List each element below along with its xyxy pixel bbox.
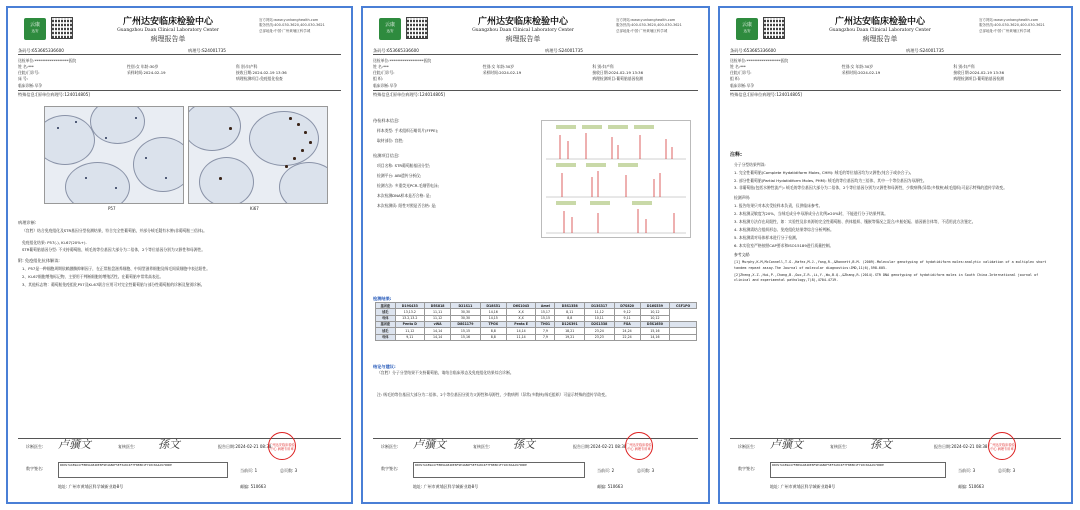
special-info: 特殊信息:[原单位病理号:124014805] <box>18 91 90 97</box>
str-table-cell: D21S11 <box>451 303 481 309</box>
str-table-cell: 7,9 <box>536 328 555 334</box>
str-table-cell: D6S1043 <box>506 303 536 309</box>
document <box>18 14 341 496</box>
str-table-cell: D5S818 <box>425 303 451 309</box>
str-table-cell: D3S1358 <box>555 303 585 309</box>
p57-microscopy-image <box>44 106 184 204</box>
str-table-cell: X,X <box>506 315 536 321</box>
review-doctor-label: 复核医生: <box>118 444 136 449</box>
str-table-cell: D16S539 <box>640 303 670 309</box>
str-table-cell: 11,12 <box>395 328 425 334</box>
str-table-cell: D12S391 <box>555 321 585 327</box>
document: 云康 达安 广州达安临床检验中心 Guangzhou Daan Clinical Laboratory Center 病理报告单 官方网站:www.yunkanghealth.com 服务热线:400-030-3620,400-030-3621 总部地址:中国·广州黄埔区科学城 条码号:653665336600 病理号:S24001735 送检单位:******************医院 姓 名:*** 性别:女 年龄:30岁 科 别:妇产科 住院/门诊号: 采样时间:2024-02-19 接收日期:2024-02-19 13:36 组 织: 病理检测项目:葡萄胎基因检测 临床诊断:早孕 特殊信息:[原单位病理号:124014805] 注释: 分子分型结果判读: 1. 完全性葡萄胎(Complete Hydatidiform Moles, CHM): 绒毛的等位基因均为父源性(纯合子或杂合子)。 2. 部分性葡萄胎(Partial Hydatidiform Moles, PHM): 绒毛的等位基因均为三倍体，其中一个等位基因为母源性。 3. 非葡萄胎(包括水肿性流产): 绒毛的等位基因大部分为二倍体，2个等位基因分别为父源性和母源性，少数病例(异常(多数核)绒毛组织)可显示特殊的遗传学改变。 检测声明: 1. 报告结果只对本次受检样本负责，仅供临床参考。 2. 本检测灵敏度为20%，当绒毛成分中母源成分占比例≥20%时，不能进行分子结果判读。 3. 本检测方法存在局限性，如：实验性及非来源的完全性葡萄胎、供体组织、镶嵌等情况之混合/多胎妊娠、基因嵌合体等，不适用此方法鉴定。 4. 本检测需结合组织形态、免疫组化结果等综合分析判断。 5. 本检测需对母体样本进行分子检测。 6. 本实验室严格按照CAP要求和ISO15189进行质量控制。 参考文献: [1] Murphy,K.M,McConnell,T.G.,Hafez,M.J.,Yang,R.,&Ronnett,B.M. (2009).Molecular genotyping of hydatidiform moles:analytic validation of a multiplex short tandem repeat assay.The Journal of molecular diagnostics:JMD,11(6),598-605. [2]Zheng,X.Z.,Hui,P.,Chang,B.,Guo,Z.R.,Li,Y.,Wu,B.Q.,&Zhang,R.(2014).STR DNA genotyping of hydatidiform moles in South China.International journal of clinical and experimental pathology,7(8),4704-4719. 诊断医生: 卢骥文 复核医生: 孫文 报告日期:2024-02-21 08:38 广州达安临床检验中心 病理专用章 数字签名: RDOS7A1B9A47F8B9A484DE8F9E4AB6F5EF3A8C4F7F8E8D1F710C8A4A979DDE 当前页: 3 总页数: 3 地址: 广州市黄埔区科学城新业路8号 邮编: 510663 <box>730 14 1061 496</box>
str-table-row <box>376 334 697 340</box>
report-page-3 <box>718 6 1073 504</box>
str-table-cell: CSF1PO <box>670 303 697 309</box>
conclusion-text: （宫腔）分子分型结果不支持葡萄胎，请结合临床形态及免疫组化结果综合诊断。 <box>377 370 514 375</box>
str-table-cell: 30,30 <box>451 315 481 321</box>
str-table-cell: 11,12 <box>585 309 615 315</box>
patient-info: 送检单位:******************医院 姓 名:*** 性别:女 年龄:30岁 科 别:妇产科 住院/门诊号: 采样时间:2024-02-19 接收日期:2024-02-19 13:36 组 织: 病理检测项目:葡萄胎基因检测 临床诊断:早孕 <box>730 58 1061 91</box>
report-page-2 <box>361 6 710 504</box>
str-table-cell: TH01 <box>536 321 555 327</box>
lab-name-cn: 广州达安临床检验中心 <box>122 17 213 27</box>
postcode: 邮编: 510663 <box>240 484 266 489</box>
page-number: 当前页: 1 <box>240 468 258 473</box>
str-table-cell: 8,8 <box>555 315 585 321</box>
signature-1: 卢骥文 <box>770 438 803 451</box>
caption-p57: P57 <box>108 206 116 211</box>
report-date-label: 报告日期:2024-02-21 08:38 <box>218 444 272 449</box>
report-title-block: 广州达安临床检验中心 Guangzhou Daan Clinical Laboratory Center 病理报告单 <box>829 17 931 44</box>
report-type: 病理报告单 <box>150 35 186 44</box>
str-table-cell: 11,14 <box>506 334 536 340</box>
str-table-cell: 9,11 <box>395 334 425 340</box>
str-table-cell: 14,16 <box>640 334 670 340</box>
patient-info: 送检单位:******************医院 姓 名:*** 性别:女 年龄:30岁 科 别:妇产科 住院/门诊号: 采样时间:2024-02-19 接收日期:2024-02-19 13:36 床 号: 病理检测项目:免疫组化检查 临床诊断:早孕 <box>18 58 341 91</box>
str-table-cell: 22,24 <box>614 334 640 340</box>
specimen-section: 待检样本信息: 样本类型: 手术组织石蜡切片(FFPE); 取材部位: 宫腔; 检测项目信息: 项目名称: STR葡萄胎基因分型; 检测平台: ABI遗传分析仪; 检测方法: 多重荧光PCR-毛细管电泳; 本次检测DNA样本是否合格: 是; 本次检测质: 阳性对照是否合格: 是; <box>373 118 439 208</box>
report-title-block: 广州达安临床检验中心 Guangzhou Daan Clinical Laboratory Center 病理报告单 <box>472 17 574 44</box>
str-table-cell: 基因座 <box>376 303 396 309</box>
str-table-cell: 24,24 <box>614 328 640 334</box>
str-table-cell: 11,12 <box>425 315 451 321</box>
qr-code-icon <box>52 18 72 38</box>
str-table-cell: 15,17 <box>536 309 555 315</box>
company-logo: 云康 达安 <box>736 18 758 40</box>
str-table-cell: 11,11 <box>425 309 451 315</box>
str-table-cell: 15,16 <box>451 334 481 340</box>
str-table-cell: 19,21 <box>555 334 585 340</box>
qr-code-icon <box>407 18 427 38</box>
official-seal: 广州达安临床检验中心 病理专用章 <box>268 432 296 460</box>
report-header <box>18 14 341 46</box>
str-table-cell: 23,23 <box>585 334 615 340</box>
str-table-cell: vWA <box>425 321 451 327</box>
str-table-cell: 18,21 <box>555 328 585 334</box>
str-table-cell: 30,30 <box>451 309 481 315</box>
official-seal: 广州达安临床检验中心 病理专用章 <box>625 432 653 460</box>
report-page-1 <box>6 6 353 504</box>
str-table-cell: 10,11 <box>585 315 615 321</box>
official-seal: 广州达安临床检验中心 病理专用章 <box>988 432 1016 460</box>
str-table-cell: FGA <box>614 321 640 327</box>
str-table-cell: D19S433 <box>395 303 425 309</box>
signature-2: 孫文 <box>870 438 892 451</box>
str-table-cell: 10,12 <box>640 309 670 315</box>
caption-ki67: Ki67 <box>250 206 259 211</box>
str-table-cell: 13.2,13.2 <box>395 315 425 321</box>
id-row: 条码号:653665336600 病理号:S24001735 <box>373 48 698 55</box>
qr-code-icon <box>764 18 784 38</box>
str-table-cell: Penta E <box>506 321 536 327</box>
str-table-cell: 8,8 <box>480 334 506 340</box>
str-table-cell <box>670 334 697 340</box>
signature-1: 卢骥文 <box>58 438 91 451</box>
company-logo: 云康 达安 <box>379 18 401 40</box>
str-table-cell: D7S820 <box>614 303 640 309</box>
str-table-cell: 23,24 <box>585 328 615 334</box>
contact-info: 官方网站:www.yunkanghealth.com 服务热线:400-030-3620,400-030-3621 总部地址:中国·广州黄埔区科学城 <box>259 18 325 33</box>
result-title: 检测结果: <box>373 296 392 301</box>
str-table-cell: 15,15 <box>536 315 555 321</box>
str-table-cell: D13S317 <box>585 303 615 309</box>
pathology-number: S24001735 <box>201 48 226 53</box>
note-text: 注: 绒毛的等位基因大部分为二倍体，2个等位基因分别为父源性和母源性，少数病例（异常(多数核)绒毛组织）可显示特殊的遗传学改变。 <box>377 392 609 397</box>
str-table-cell: 9,11 <box>614 315 640 321</box>
company-logo: 云康 达安 <box>24 18 46 40</box>
str-table-cell: Penta D <box>395 321 425 327</box>
str-table-cell: 8,11 <box>555 309 585 315</box>
lab-name-en: Guangzhou Daan Clinical Laboratory Center <box>117 28 219 34</box>
report-header <box>730 14 1061 46</box>
ki67-microscopy-image <box>188 106 328 204</box>
electropherogram <box>541 120 691 238</box>
str-table-cell: 14,14 <box>425 328 451 334</box>
str-table-cell: 10,12 <box>640 315 670 321</box>
str-table-cell: 9,12 <box>614 309 640 315</box>
str-table-cell: TPOX <box>480 321 506 327</box>
contact-info: 官方网站:www.yunkanghealth.com 服务热线:400-030-3620,400-030-3621 总部地址:中国·广州黄埔区科学城 <box>616 18 682 33</box>
notes-section: 注释: 分子分型结果判读: 1. 完全性葡萄胎(Complete Hydatidiform Moles, CHM): 绒毛的等位基因均为父源性(纯合子或杂合子)。 2. 部分性葡萄胎(Partial Hydatidiform Moles, PHM): 绒毛的等位基因均为三倍体，其中一个等位基因为母源性。 3. 非葡萄胎(包括水肿性流产): 绒毛的等位基因大部分为二倍体，2个等位基因分别为父源性和母源性，少数病例(异常(多数核)绒毛组织)可显示特殊的遗传学改变。 检测声明: 1. 报告结果只对本次受检样本负责，仅供临床参考。 2. 本检测灵敏度为20%，当绒毛成分中母源成分占比例≥20%时，不能进行分子结果判读。 3. 本检测方法存在局限性，如：实验性及非来源的完全性葡萄胎、供体组织、镶嵌等情况之混合/多胎妊娠、基因嵌合体等，不适用此方法鉴定。 4. 本检测需结合组织形态、免疫组化结果等综合分析判断。 5. 本检测需对母体样本进行分子检测。 6. 本实验室严格按照CAP要求和ISO15189进行质量控制。 参考文献: [1] Murphy,K.M,McConnell,T.G.,Hafez,M.J.,Yang,R.,&Ronnett,B.M. (2009).Molecular genotyping of hydatidiform moles:analytic validation of a multiplex short tandem repeat assay.The Journal of molecular diagnostics:JMD,11(6),598-605. [2]Zheng,X.Z.,Hui,P.,Chang,B.,Guo,Z.R.,Li,Y.,Wu,B.Q.,&Zhang,R.(2014).STR DNA genotyping of hydatidiform moles in South China.International journal of clinical and experimental pathology,7(8),4704-4719. <box>730 152 1047 283</box>
str-table-cell: X,X <box>506 309 536 315</box>
report-header <box>373 14 698 46</box>
signature-2: 孫文 <box>513 438 535 451</box>
str-table-cell: 8,8 <box>480 328 506 334</box>
electropherogram-plot <box>542 121 690 237</box>
id-row: 条码号:653665336600 病理号:S24001735 <box>730 48 1061 55</box>
str-table-cell: 绒毛 <box>376 309 396 315</box>
str-genotype-table <box>375 302 697 341</box>
diagnosis-doctor-label: 诊断医生: <box>26 444 44 449</box>
str-table-cell: 14,14 <box>425 334 451 340</box>
conclusion-title: 结论与建议: <box>373 364 396 369</box>
str-table-cell: 13,13.2 <box>395 309 425 315</box>
str-table-cell: 绒毛 <box>376 328 396 334</box>
str-table-cell: D2S1338 <box>585 321 615 327</box>
str-table-cell: 母体 <box>376 334 396 340</box>
document: 云康 达安 广州达安临床检验中心 Guangzhou Daan Clinical Laboratory Center 病理报告单 官方网站:www.yunkanghealth.com 服务热线:400-030-3620,400-030-3621 总部地址:中国·广州黄埔区科学城 条码号:653665336600 病理号:S24001735 送检单位:******************医院 姓 名:*** 性别:女 年龄:30岁 科 别:妇产科 住院/门诊号: 采样时间:2024-02-19 接收日期:2024-02-19 13:36 组 织: 病理检测项目:葡萄胎基因检测 临床诊断:早孕 特殊信息:[原单位病理号:124014805] 待检样本信息: 样本类型: 手术组织石蜡切片(FFPE); 取材部位: 宫腔; 检测项目信息: 项目名称: STR葡萄胎基因分型; 检测平台: ABI遗传分析仪; 检测方法: 多重荧光PCR-毛细管电泳; 本次检测DNA样本是否合格: 是; 本次检测质: 阳性对照是否合格: 是; 检测结果: 基因座 D19S433 D5S818 D21S11 D18S51 D6S1043 Amel D3S1358 D13S317 D7S820 D16S539 CSF1PO 绒毛 13,13.2 11,11 30,30 14,16 X,X 15,17 8,11 11,12 9,12 10,12 母体 13.2,13.2 11,12 30,30 14,15 X,X 15,15 8,8 10,11 9,11 10,12 基因座 Penta D vWA D8S1179 TPOX Penta E TH01 D12S391 D2S1338 FGA D5S1650 绒毛 11,12 14,14 15,15 8,8 14,14 7,9 18,21 23,24 24,24 15,16 母体 9,11 14,14 15,16 8,8 11,14 7,9 19,21 23,23 22,24 14,16 结论与建议: （宫腔）分子分型结果不支持葡萄胎，请结合临床形态及免疫组化结果综合诊断。 注: 绒毛的等位基因大部分为二倍体，2个等位基因分别为父源性和母源性，少数病例（异常(多数核)绒毛组织）可显示特殊的遗传学改变。 诊断医生: 卢骥文 复核医生: 孫文 报告日期:2024-02-21 08:38 广州达安临床检验中心 病理专用章 数字签名: RDOS7A1B9A47F8B9A484DE8F9E4AB6F5EF3A8C4F7F8E8D1F710C8A4A979DDE 当前页: 2 总页数: 3 地址: 广州市黄埔区科学城新业路8号 邮编: 510663 <box>373 14 698 496</box>
str-table-cell: 15,15 <box>451 328 481 334</box>
signature-1: 卢骥文 <box>413 438 446 451</box>
str-table-cell: 14,16 <box>480 309 506 315</box>
digital-signature-label: 数字签名: <box>26 466 44 471</box>
str-table-cell: 14,14 <box>506 328 536 334</box>
total-pages: 总页数: 3 <box>280 468 298 473</box>
patient-info: 送检单位:******************医院 姓 名:*** 性别:女 年龄:30岁 科 别:妇产科 住院/门诊号: 采样时间:2024-02-19 接收日期:2024-02-19 13:36 组 织: 病理检测项目:葡萄胎基因检测 临床诊断:早孕 <box>373 58 698 91</box>
digital-signature-code: RDOS7A1B9A47F8B9A484DE8F9E4AB6F5EF3A8C4F7F8E8D1F710C8A4A979DDE <box>58 462 228 478</box>
id-row: 条码号:653665336600 病理号:S24001735 <box>18 48 341 55</box>
report-title-block <box>88 16 248 45</box>
address: 地址: 广州市黄埔区科学城新业路8号 <box>58 484 124 489</box>
str-table-cell: 母体 <box>376 315 396 321</box>
str-table-cell: 7,9 <box>536 334 555 340</box>
str-table-cell: 15,16 <box>640 328 670 334</box>
str-table-cell: 14,15 <box>480 315 506 321</box>
signature-2: 孫文 <box>158 438 180 451</box>
str-table-cell: D5S1650 <box>640 321 670 327</box>
barcode: 653665336600 <box>31 48 64 53</box>
str-table-cell: D18S51 <box>480 303 506 309</box>
str-table-cell: D8S1179 <box>451 321 481 327</box>
str-table-cell: Amel <box>536 303 555 309</box>
str-table-cell: 基因座 <box>376 321 396 327</box>
diagnosis-section: 病理诊断: （宫腔）结合免疫组化及STR基因分型检测结果，符合完全性葡萄胎，并部分绒毛疑有水肿(非葡萄胎三倍体)。 免疫组化结果: P57(-), Ki-67(20%+). STR葡萄胎基因分型: 不支持葡萄胎，绒毛的等位基因大部分为二倍体，2个等位基因分别为父源性和母源性。 附: 免疫组化抗体解读: 1、P57是一种细胞周期依赖激酶抑制因子，在正常胎盘滋养细胞、中间型滋养细胞及绒毛间质细胞中表达阳性。 2、Ki-67细胞增殖标记物，主要用于判断细胞的增殖活性。在葡萄胎中常常高表达。 3、其他标志物：葡萄胎免疫组化P57及Ki-67联合应用可对完全性葡萄胎与部分性葡萄胎的诊断及鉴别诊断。 <box>18 220 210 287</box>
contact-info: 官方网站:www.yunkanghealth.com 服务热线:400-030-3620,400-030-3621 总部地址:中国·广州黄埔区科学城 <box>979 18 1045 33</box>
